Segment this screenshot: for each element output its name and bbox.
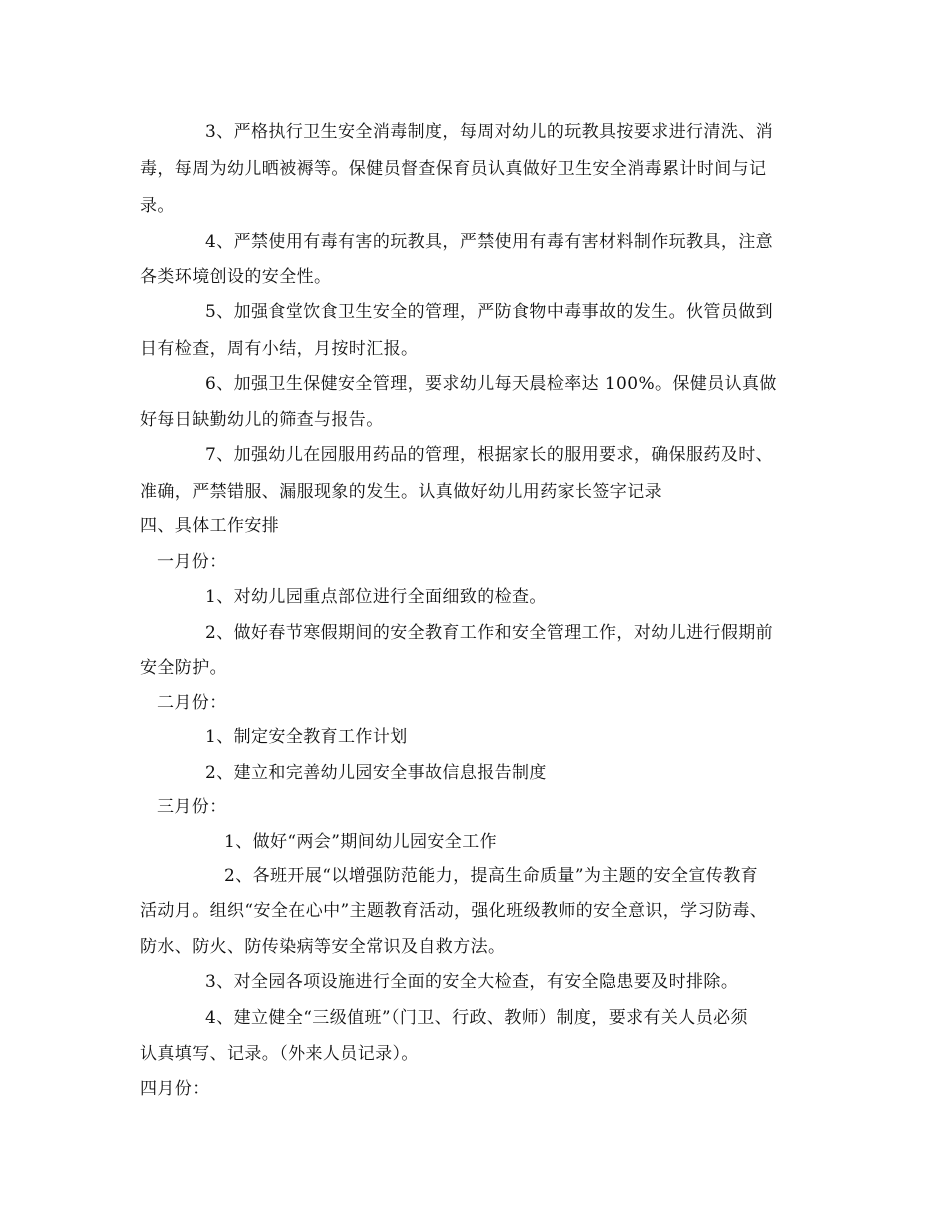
text-line: 准确，严禁错服、漏服现象的发生。认真做好幼儿用药家长签字记录 (140, 482, 662, 502)
text-line: 2、做好春节寒假期间的安全教育工作和安全管理工作，对幼儿进行假期前 (205, 623, 774, 643)
text-line: 3、对全园各项设施进行全面的安全大检查，有安全隐患要及时排除。 (205, 972, 739, 992)
month-heading: 一月份： (157, 552, 227, 572)
text-line: 日有检查，周有小结，月按时汇报。 (140, 339, 419, 359)
text-line: 4、严禁使用有毒有害的玩教具，严禁使用有毒有害材料制作玩教具，注意 (205, 232, 774, 252)
text-line: 各类环境创设的安全性。 (140, 267, 332, 287)
text-line: 3、严格执行卫生安全消毒制度，每周对幼儿的玩教具按要求进行清洗、消 (205, 122, 774, 142)
month-heading: 四月份： (140, 1079, 210, 1099)
text-line: 好每日缺勤幼儿的筛查与报告。 (140, 410, 384, 430)
text-line: 活动月。组织“安全在心中”主题教育活动，强化班级教师的安全意识，学习防毒、 (140, 901, 768, 921)
text-line: 安全防护。 (140, 658, 227, 678)
text-line: 2、各班开展“以增强防范能力，提高生命质量”为主题的安全宣传教育 (224, 866, 758, 886)
text-line: 2、建立和完善幼儿园安全事故信息报告制度 (205, 763, 547, 783)
text-line: 录。 (140, 196, 175, 216)
month-heading: 三月份： (157, 797, 227, 817)
text-line: 6、加强卫生保健安全管理，要求幼儿每天晨检率达 100%。保健员认真做 (205, 374, 777, 394)
section-heading: 四、具体工作安排 (140, 516, 280, 536)
text-line: 1、制定安全教育工作计划 (205, 727, 408, 747)
text-line: 1、对幼儿园重点部位进行全面细致的检查。 (205, 587, 547, 607)
text-line: 5、加强食堂饮食卫生安全的管理，严防食物中毒事故的发生。伙管员做到 (205, 302, 774, 322)
text-line: 毒，每周为幼儿晒被褥等。保健员督查保育员认真做好卫生安全消毒累计时间与记 (140, 159, 767, 179)
month-heading: 二月份： (157, 693, 227, 713)
text-line: 认真填写、记录。（外来人员记录）。 (140, 1044, 419, 1064)
text-line: 防水、防火、防传染病等安全常识及自救方法。 (140, 937, 506, 957)
text-line: 7、加强幼儿在园服用药品的管理，根据家长的服用要求，确保服药及时、 (205, 445, 774, 465)
text-line: 4、建立健全“三级值班”（门卫、行政、教师）制度，要求有关人员必须 (205, 1008, 748, 1028)
text-line: 1、做好“两会”期间幼儿园安全工作 (224, 832, 497, 852)
